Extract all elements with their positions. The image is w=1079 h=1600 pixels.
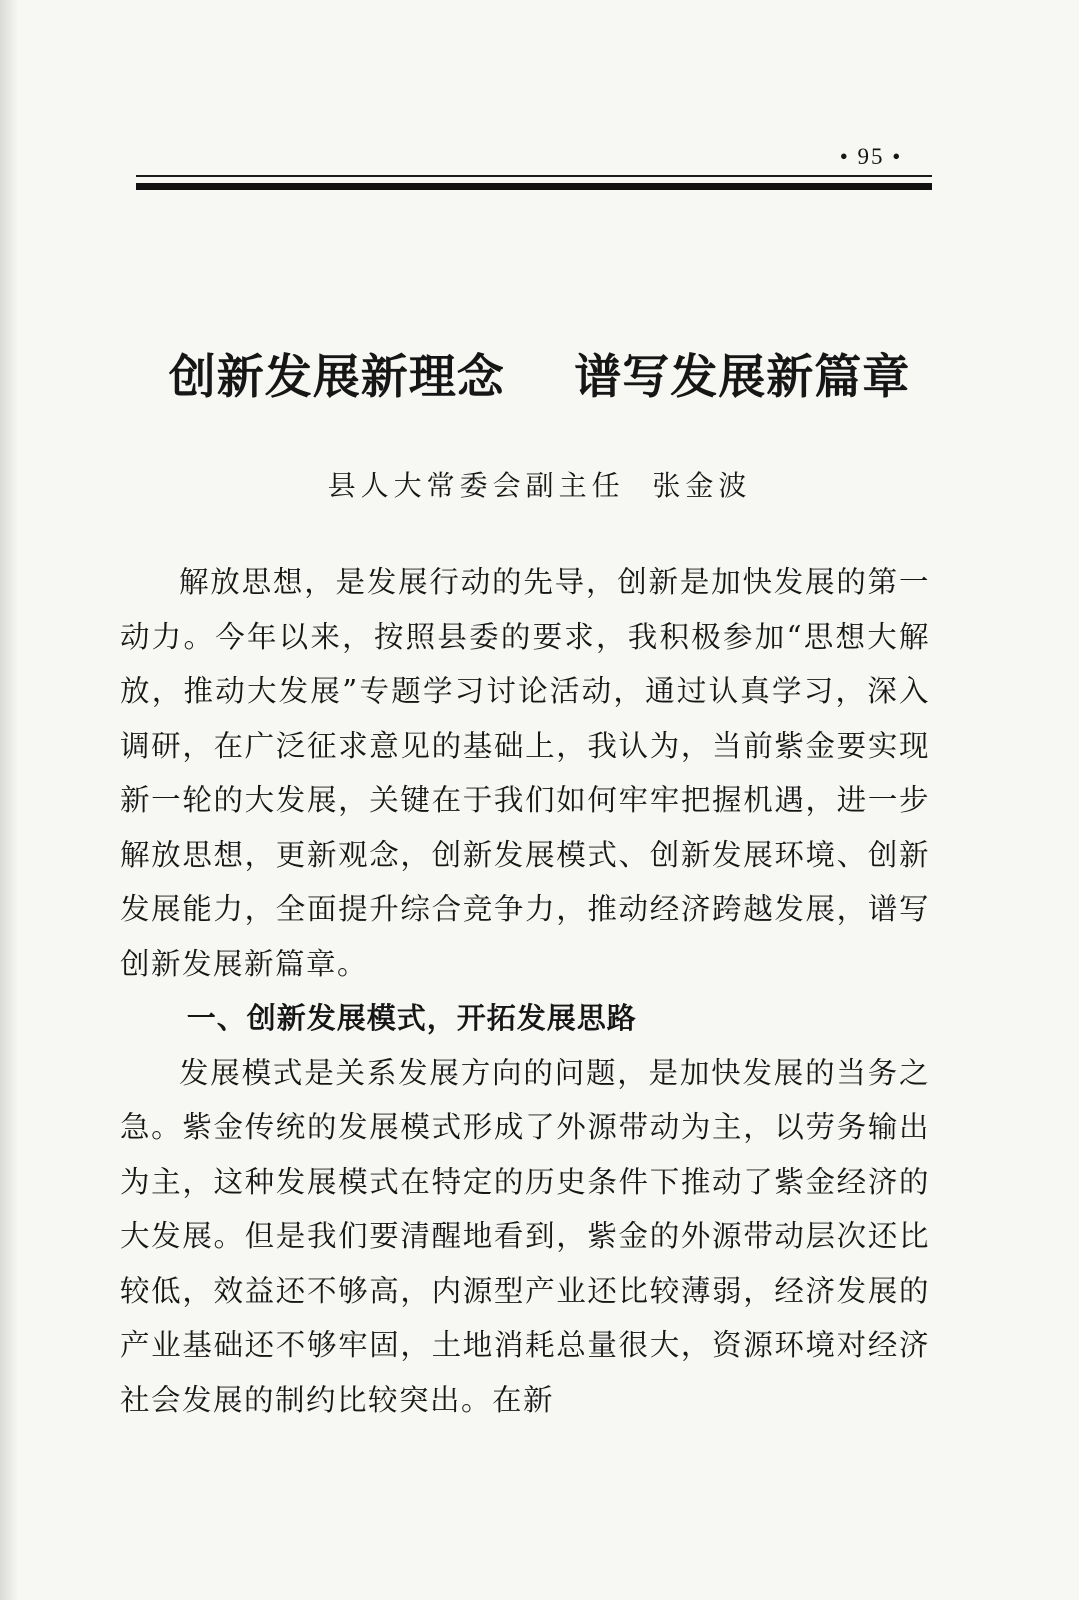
paragraph-section-1: 发展模式是关系发展方向的问题，是加快发展的当务之急。紫金传统的发展模式形成了外源带动为主，以劳务输出为主，这种发展模式在特定的历史条件下推动了紫金经济的大发展。但是我们要清醒地看到，紫金的外源带动层次还比较低，效益还不够高，内源型产业还比较薄弱，经济发展的产业基础还不够牢固，土地消耗总量很大，资源环境对经济社会发展的制约比较突出。在新 <box>120 1055 930 1417</box>
article-title: 创新发展新理念 谱写发展新篇章 <box>168 350 911 405</box>
section-heading-1: 一、创新发展模式，开拓发展思路 <box>186 1001 637 1035</box>
page-edge-shadow <box>0 0 18 1600</box>
paragraph-intro: 解放思想，是发展行动的先导，创新是加快发展的第一动力。今年以来，按照县委的要求，我积极参加“思想大解放，推动大发展”专题学习讨论活动，通过认真学习，深入调研，在广泛征求意见的基础上，我认为，当前紫金要实现新一轮的大发展，关键在于我们如何牢牢把握机遇，进一步解放思想，更新观念，创新发展模式、创新发展环境、创新发展能力，全面提升综合竞争力，推动经济跨越发展，谱写创新发展新篇章。 <box>120 565 930 981</box>
header-rule-thin <box>136 175 932 177</box>
article-byline: 县人大常委会副主任 张金波 <box>327 469 752 502</box>
article-body <box>120 555 930 1427</box>
page-number: • 95 • <box>839 144 903 169</box>
header-rule-thick <box>136 183 932 190</box>
